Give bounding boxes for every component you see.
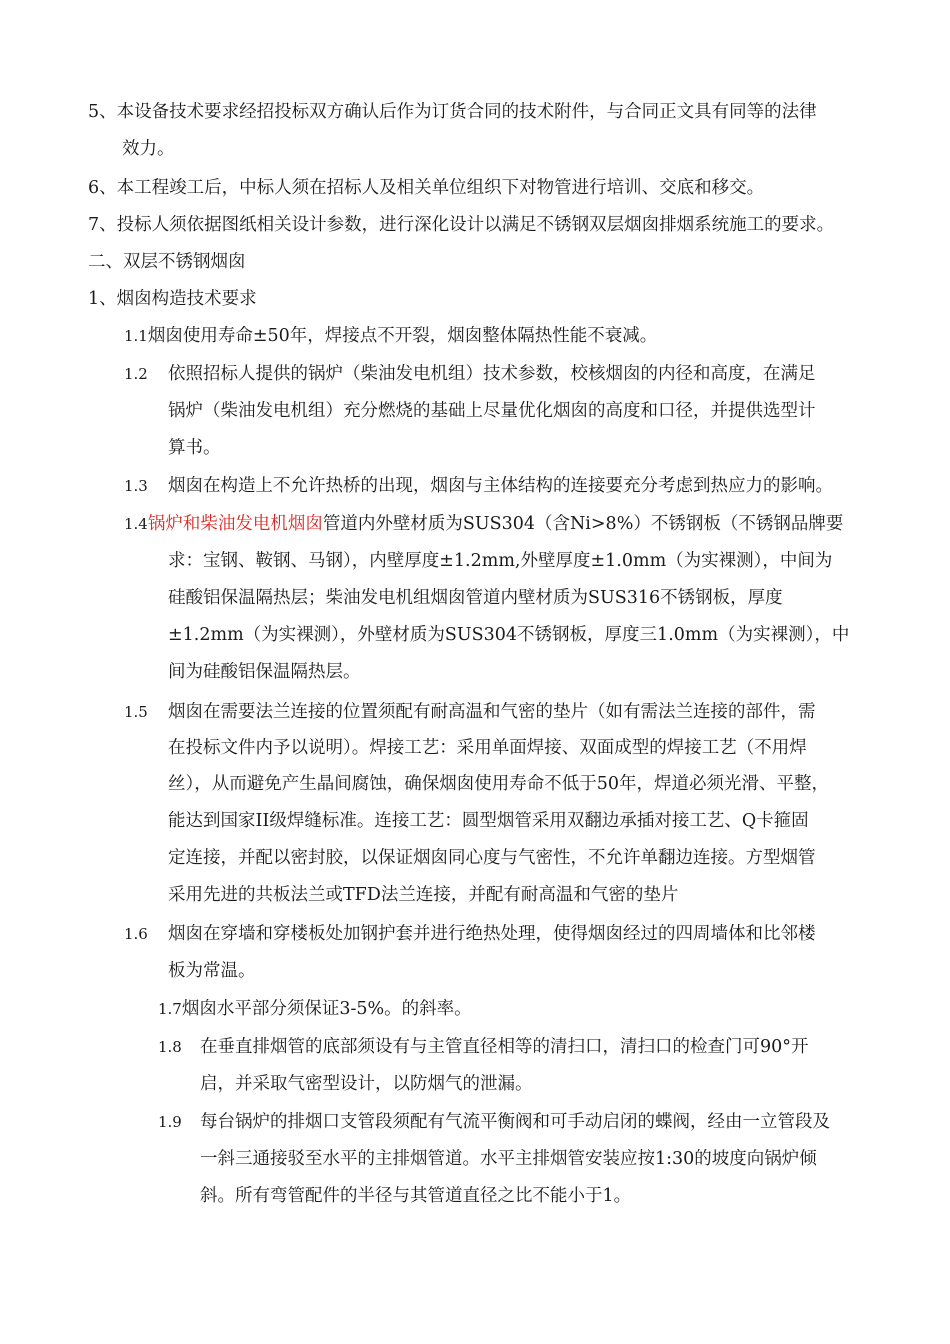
- clause-1-4-line-3: 硅酸铝保温隔热层；柴油发电机组烟囱管道内壁材质为SUS316不锈钢板，厚度: [168, 588, 783, 608]
- clause-1-3-line-1: 烟囱在构造上不允许热桥的出现，烟囱与主体结构的连接要充分考虑到热应力的影响。: [168, 476, 833, 496]
- clause-1-8-line-2: 启，并采取气密型设计，以防烟气的泄漏。: [200, 1074, 533, 1094]
- clause-1-5-line-1: 烟囱在需要法兰连接的位置须配有耐高温和气密的垫片（如有需法兰连接的部件，需: [168, 702, 816, 722]
- clause-1-5-line-6: 采用先进的共板法兰或TFD法兰连接，并配有耐高温和气密的垫片: [168, 885, 679, 905]
- clause-1-1: [124, 324, 657, 348]
- section-heading: 二、双层不锈钢烟囱: [88, 252, 246, 272]
- item-5-line-1: 5、本设备技术要求经招投标双方确认后作为订货合同的技术附件，与合同正文具有同等的法律: [88, 102, 817, 122]
- clause-number: 1.1: [124, 327, 148, 345]
- clause-1-6-line-1: 烟囱在穿墙和穿楼板处加钢护套并进行绝热处理，使得烟囱经过的四周墙体和比邻楼: [168, 924, 816, 944]
- item-7-line-1: 7、投标人须依据图纸相关设计参数，进行深化设计以满足不锈钢双层烟囱排烟系统施工的要求。: [88, 215, 835, 235]
- subsection-heading: 1、烟囱构造技术要求: [88, 289, 257, 309]
- clause-text: 管道内外壁材质为SUS304（含Ni>8%）不锈钢板（不锈钢品牌要: [322, 514, 844, 534]
- clause-text: 烟囱使用寿命±50年，焊接点不开裂，烟囱整体隔热性能不衰减。: [147, 326, 658, 346]
- clause-1-4-line-2: 求：宝钢、鞍钢、马钢），内壁厚度±1.2mm,外壁厚度±1.0mm（为实裸测），中间为: [168, 551, 833, 571]
- clause-1-9-line-1: 每台锅炉的排烟口支管段须配有气流平衡阀和可手动启闭的蝶阀，经由一立管段及: [200, 1112, 830, 1132]
- clause-1-4-line-5: 间为硅酸铝保温隔热层。: [168, 662, 361, 682]
- clause-text: 烟囱水平部分须保证3-5%。的斜率。: [181, 999, 472, 1019]
- clause-1-7: [158, 997, 472, 1021]
- clause-1-2-line-2: 锅炉（柴油发电机组）充分燃烧的基础上尽量优化烟囱的高度和口径，并提供选型计: [168, 401, 816, 421]
- clause-number: 1.9: [158, 1113, 182, 1131]
- clause-1-4-line-1: [124, 512, 843, 536]
- clause-1-2-line-3: 算书。: [168, 438, 221, 458]
- clause-1-5-line-2: 在投标文件内予以说明）。焊接工艺：采用单面焊接、双面成型的焊接工艺（不用焊: [168, 738, 807, 758]
- clause-number: 1.2: [124, 365, 148, 383]
- clause-1-6-line-2: 板为常温。: [168, 961, 256, 981]
- clause-1-5-line-5: 定连接，并配以密封胶，以保证烟囱同心度与气密性，不允许单翻边连接。方型烟管: [168, 848, 816, 868]
- clause-1-4-line-4: ±1.2mm（为实裸测），外壁材质为SUS304不锈钢板，厚度三1.0mm（为实裸测），中: [168, 625, 850, 645]
- item-5-line-2: 效力。: [122, 139, 175, 159]
- clause-number: 1.7: [158, 1000, 182, 1018]
- clause-1-5-line-3: 丝），从而避免产生晶间腐蚀，确保烟囱使用寿命不低于50年，焊道必须光滑、平整，: [168, 774, 830, 794]
- item-6-line-1: 6、本工程竣工后，中标人须在招标人及相关单位组织下对物管进行培训、交底和移交。: [88, 178, 765, 198]
- clause-1-5-line-4: 能达到国家II级焊缝标准。连接工艺：圆型烟管采用双翻边承插对接工艺、Q卡箍固: [168, 811, 809, 831]
- clause-1-8-line-1: 在垂直排烟管的底部须设有与主管直径相等的清扫口，清扫口的检查门可90°开: [200, 1037, 809, 1057]
- clause-1-9-line-3: 斜。所有弯管配件的半径与其管道直径之比不能小于1。: [200, 1186, 632, 1206]
- clause-number: 1.5: [124, 703, 148, 721]
- clause-1-2-line-1: 依照招标人提供的锅炉（柴油发电机组）技术参数，校核烟囱的内径和高度，在满足: [168, 364, 816, 384]
- clause-1-9-line-2: 一斜三通接驳至水平的主排烟管道。水平主排烟管安装应按1:30的坡度向锅炉倾: [200, 1149, 817, 1169]
- clause-number: 1.8: [158, 1038, 182, 1056]
- highlighted-text: 锅炉和柴油发电机烟囱: [147, 514, 323, 534]
- clause-number: 1.4: [124, 515, 148, 533]
- clause-number: 1.6: [124, 925, 148, 943]
- clause-number: 1.3: [124, 477, 148, 495]
